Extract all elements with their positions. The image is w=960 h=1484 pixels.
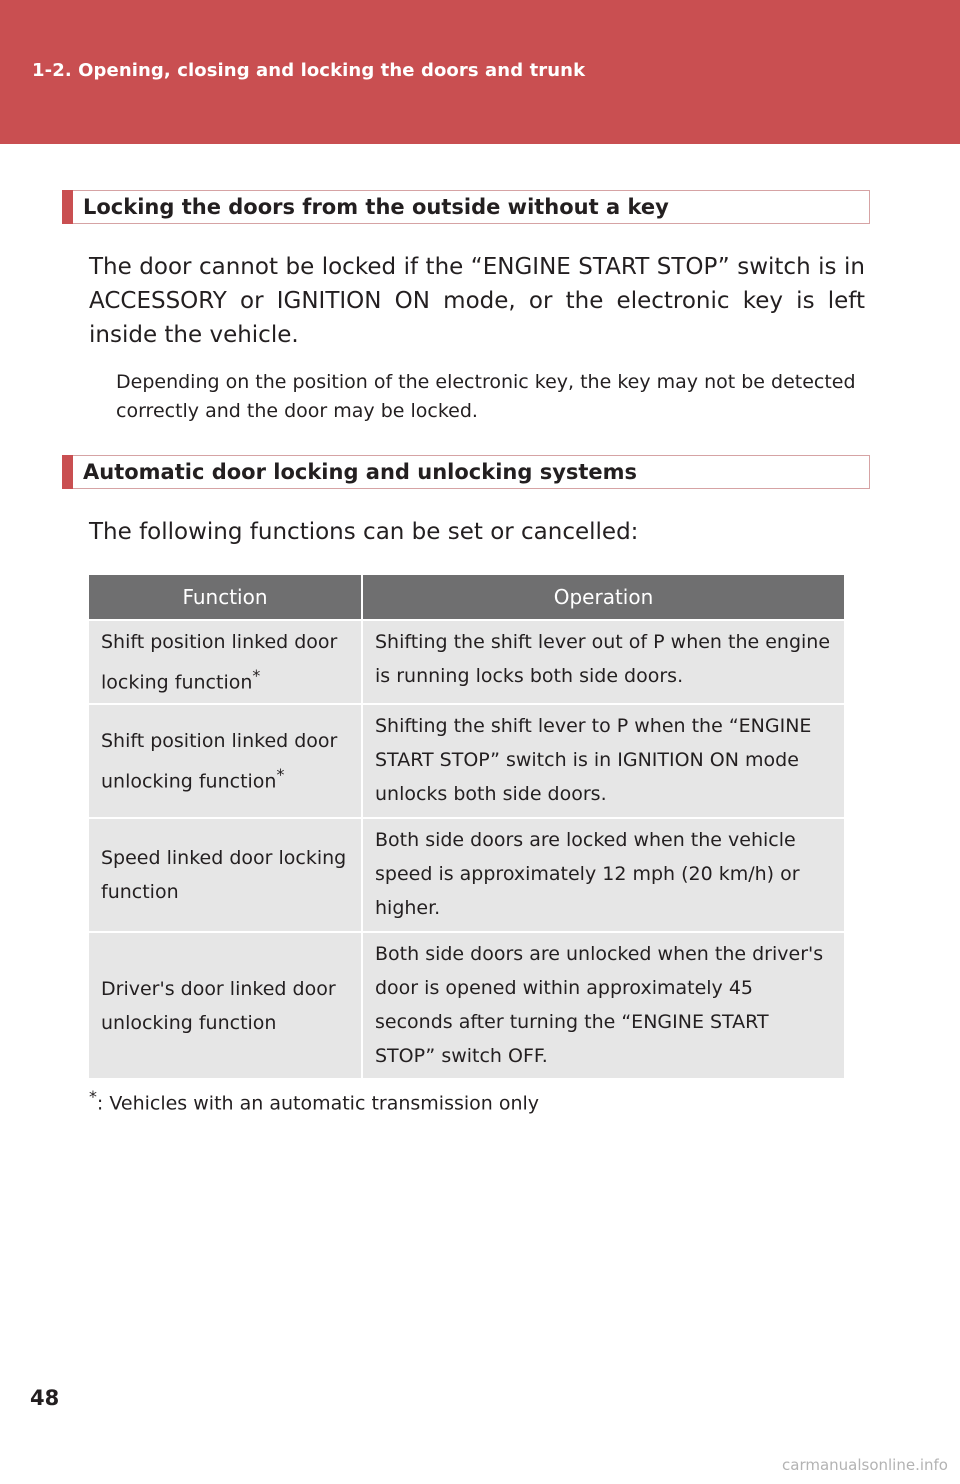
section-heading-automatic-locking xyxy=(62,455,870,489)
function-name: Shift position linked door unlocking function xyxy=(101,730,338,793)
function-name: Driver's door linked door unlocking function xyxy=(101,977,336,1034)
table-header-row xyxy=(89,575,844,620)
section-heading-title: Locking the doors from the outside without a key xyxy=(83,195,669,219)
operation-cell: Shifting the shift lever out of P when the engine is running locks both side doors. xyxy=(362,620,844,704)
page-number: 48 xyxy=(30,1386,60,1410)
function-name: Shift position linked door locking function xyxy=(101,631,338,694)
function-cell xyxy=(89,818,362,932)
function-name: Speed linked door locking function xyxy=(101,847,347,904)
table-row xyxy=(89,620,844,704)
chapter-heading: 1-2. Opening, closing and locking the doors and trunk xyxy=(32,60,586,81)
watermark: carmanualsonline.info xyxy=(782,1456,948,1474)
footnote xyxy=(89,1082,539,1118)
footnote-text: : Vehicles with an automatic transmission only xyxy=(96,1092,540,1115)
column-header-operation: Operation xyxy=(362,575,844,620)
column-header-function: Function xyxy=(89,575,362,620)
operation-cell: Both side doors are locked when the vehicle speed is approximately 12 mph (20 km/h) or higher. xyxy=(362,818,844,932)
table-row xyxy=(89,818,844,932)
function-cell xyxy=(89,620,362,704)
function-cell xyxy=(89,704,362,818)
table-row xyxy=(89,932,844,1078)
section-heading-accent-bar xyxy=(62,190,73,224)
table-row xyxy=(89,704,844,818)
section-heading-accent-bar xyxy=(62,455,73,489)
locking-note-paragraph: Depending on the position of the electronic key, the key may not be detected correctly and the door may be locked. xyxy=(116,371,856,422)
footnote-asterisk: * xyxy=(89,1087,97,1106)
function-cell xyxy=(89,932,362,1078)
automatic-locking-intro: The following functions can be set or cancelled: xyxy=(89,519,639,545)
operation-cell: Both side doors are unlocked when the driver's door is opened within approximately 45 seconds after turning the “ENGINE START STOP” switch OFF. xyxy=(362,932,844,1078)
asterisk-marker: * xyxy=(252,666,261,685)
operation-cell: Shifting the shift lever to P when the “ENGINE START STOP” switch is in IGNITION ON mode unlocks both side doors. xyxy=(362,704,844,818)
section-heading-title: Automatic door locking and unlocking systems xyxy=(83,460,638,484)
locking-body-paragraph: The door cannot be locked if the “ENGINE START STOP” switch is in ACCESSORY or IGNITION ON mode, or the electronic key is left inside the vehicle. xyxy=(89,254,865,348)
section-heading-locking-without-key xyxy=(62,190,870,224)
asterisk-marker: * xyxy=(276,765,285,785)
function-table xyxy=(89,575,844,1078)
header-band xyxy=(0,0,960,144)
